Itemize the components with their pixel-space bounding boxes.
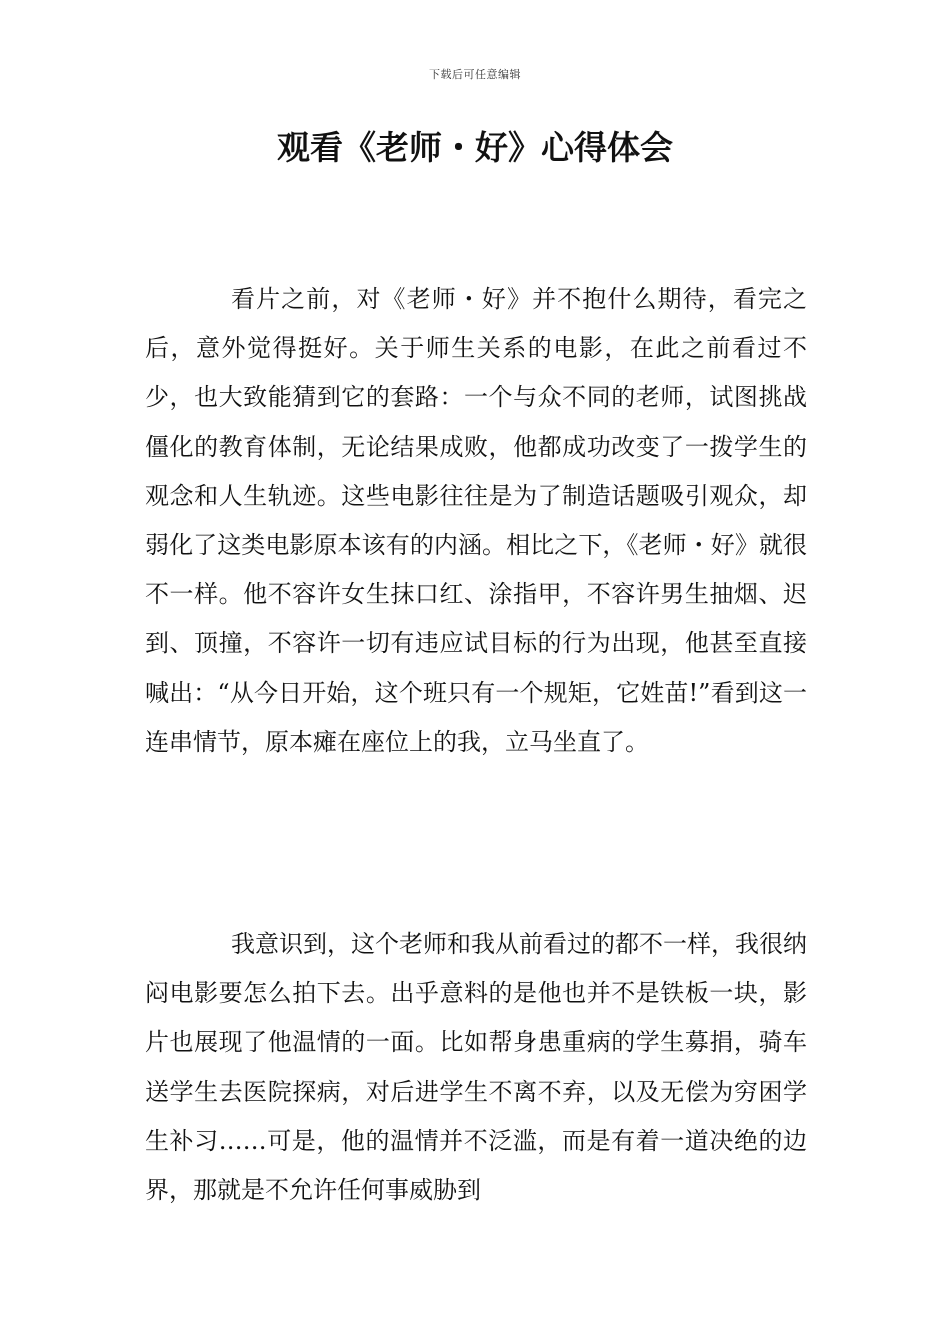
paragraph-1: 看片之前，对《老师・好》并不抱什么期待，看完之后，意外觉得挺好。关于师生关系的电影，在此之前看过不少，也大致能猜到它的套路：一个与众不同的老师，试图挑战僵化的教育体制，无论结果成败，他都成功改变了一拨学生的观念和人生轨迹。这些电影往往是为了制造话题吸引观众，却弱化了这类电影原本该有的内涵。相比之下，《老师・好》就很不一样。他不容许女生抹口红、涂指甲，不容许男生抽烟、迟到、顶撞，不容许一切有违应试目标的行为出现，他甚至直接喊出：“从今日开始，这个班只有一个规矩，它姓苗!”看到这一连串情节，原本瘫在座位上的我，立马坐直了。 <box>145 285 807 756</box>
header-note: 下载后可任意编辑 <box>429 68 521 81</box>
paragraph-2: 我意识到，这个老师和我从前看过的都不一样，我很纳闷电影要怎么拍下去。出乎意料的是他也并不是铁板一块，影片也展现了他温情的一面。比如帮身患重病的学生募捐，骑车送学生去医院探病，对后进学生不离不弃，以及无偿为穷困学生补习……可是，他的温情并不泛滥，而是有着一道决绝的边界，那就是不允许任何事威胁到 <box>145 930 807 1205</box>
document-title: 观看《老师・好》心得体会 <box>277 128 673 167</box>
